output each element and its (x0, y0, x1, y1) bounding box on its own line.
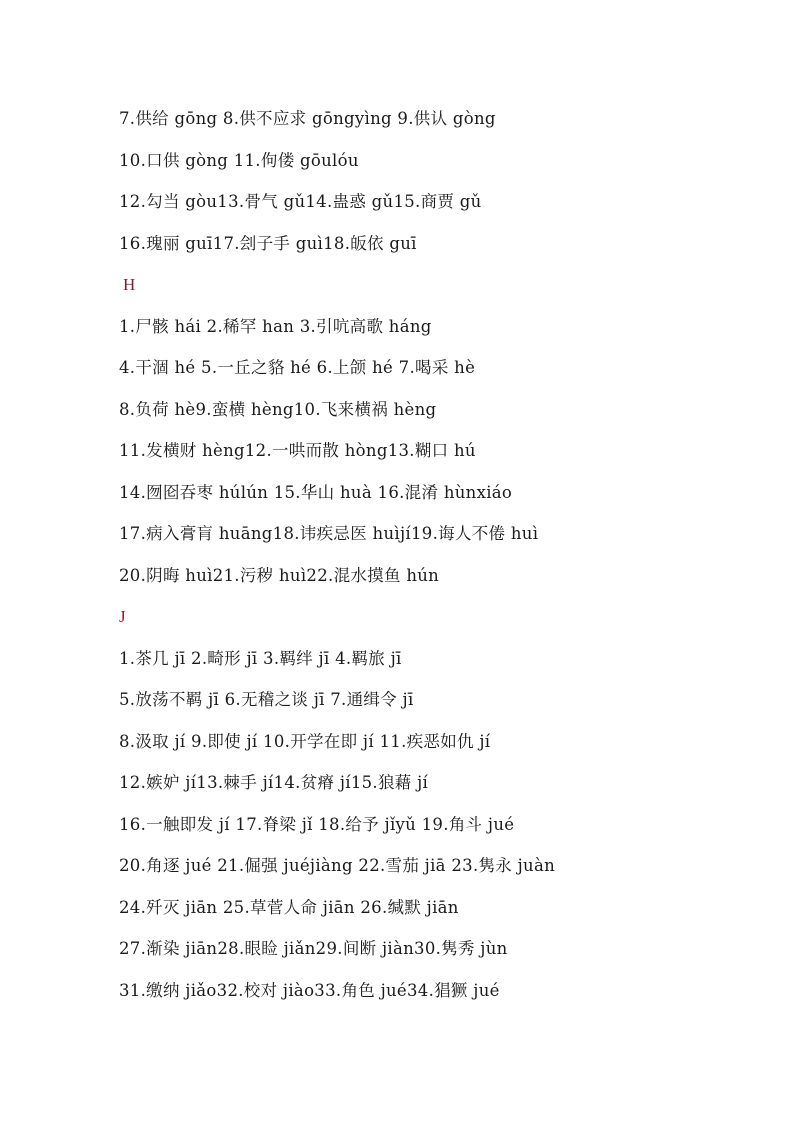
document-body (119, 102, 759, 1015)
text-line: 20.阴晦 huì21.污秽 huì22.混水摸鱼 hún (119, 565, 440, 585)
text-line: 11.发横财 hèng12.一哄而散 hòng13.糊口 hú (119, 441, 476, 460)
text-line: 1.茶几 jī 2.畸形 jī 3.羁绊 jī 4.羁旅 jī (119, 648, 402, 668)
text-line: 12.嫉妒 jí13.棘手 jí14.贫瘠 jí15.狼藉 jí (119, 773, 429, 792)
text-line: 31.缴纳 jiǎo32.校对 jiào33.角色 jué34.猖獗 jué (119, 980, 500, 1000)
text-line: 5.放荡不羁 jī 6.无稽之谈 jī 7.通缉令 jī (119, 690, 414, 709)
text-line: 7.供给 gōng 8.供不应求 gōngyìng 9.供认 gòng (119, 109, 496, 128)
section-heading-j: J (119, 607, 126, 626)
text-line: 17.病入膏肓 huāng18.讳疾忌医 huìjí19.诲人不倦 huì (119, 524, 539, 543)
text-line: 24.歼灭 jiān 25.草菅人命 jiān 26.缄默 jiān (119, 897, 459, 917)
text-line: 27.渐染 jiān28.眼睑 jiǎn29.间断 jiàn30.隽秀 jùn (119, 939, 508, 958)
text-line: 16.瑰丽 guī17.刽子手 guì18.皈依 guī (119, 233, 417, 253)
text-line: 16.一触即发 jí 17.脊梁 jǐ 18.给予 jǐyǔ 19.角斗 jué (119, 814, 515, 834)
text-line: 8.负荷 hè9.蛮横 hèng10.飞来横祸 hèng (119, 399, 437, 419)
text-line: 4.干涸 hé 5.一丘之貉 hé 6.上颌 hé 7.喝采 hè (119, 358, 476, 377)
text-line: 8.汲取 jí 9.即使 jí 10.开学在即 jí 11.疾恶如仇 jí (119, 731, 491, 751)
text-line: 1.尸骸 hái 2.稀罕 han 3.引吭高歌 háng (119, 316, 432, 336)
text-line: 10.口供 gòng 11.佝偻 gōulóu (119, 150, 359, 170)
section-heading-h: H (123, 275, 136, 294)
text-line: 14.囫囵吞枣 húlún 15.华山 huà 16.混淆 hùnxiáo (119, 482, 513, 502)
text-line: 12.勾当 gòu13.骨气 gǔ14.蛊惑 gǔ15.商贾 gǔ (119, 192, 482, 211)
text-line: 20.角逐 jué 21.倔强 juéjiàng 22.雪茄 jiā 23.隽永 juàn (119, 856, 556, 875)
